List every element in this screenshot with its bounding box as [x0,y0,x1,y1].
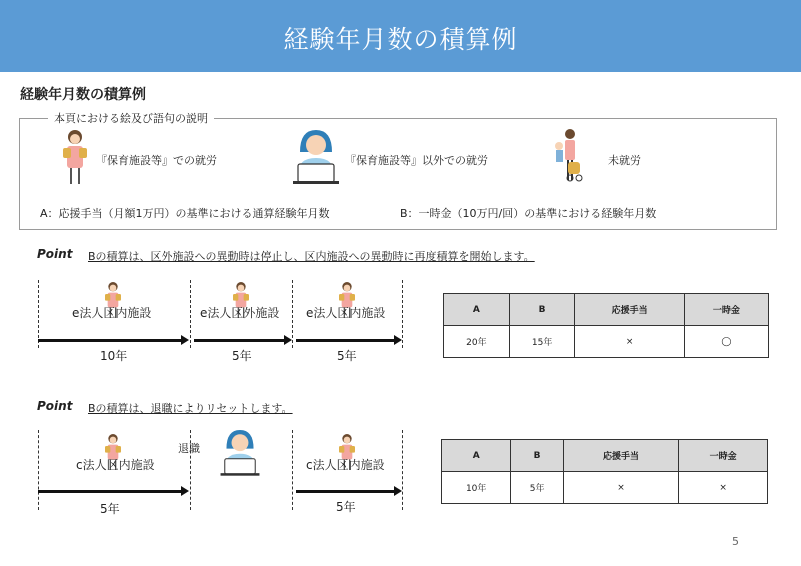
legend-caption: 本頁における絵及び語句の説明 [48,110,214,126]
point-label-2: Point [37,399,73,413]
facility-label: e法人区内施設 [72,306,152,320]
table-header: 一時金 [679,440,768,472]
table-header: 一時金 [684,294,768,326]
table-header: A [442,440,511,472]
legend-label-unemployed: 未就労 [608,154,641,167]
childcare-worker-icon [60,128,90,186]
table-cell: × [563,472,678,504]
table-cell: 15年 [509,326,575,358]
table-row [444,326,769,358]
timeline-divider [38,280,39,348]
timeline-divider [402,430,403,510]
table-header-row [442,440,768,472]
duration-arrow [296,339,395,342]
facility-label: e法人区外施設 [200,306,280,320]
result-table-1 [443,293,769,358]
duration-label: 5年 [100,502,120,516]
table-cell: 5年 [511,472,563,504]
duration-arrow [296,490,395,493]
duration-arrow [38,490,182,493]
table-header: 応援手当 [563,440,678,472]
table-header: A [444,294,510,326]
facility-label: c法人区内施設 [76,458,155,472]
duration-label: 5年 [337,349,357,363]
retire-label: 退職 [178,442,200,455]
legend-label-childcare: 『保育施設等』での就労 [96,154,217,167]
duration-arrow [194,339,285,342]
office-worker-icon [290,128,342,184]
table-cell: ◯ [684,326,768,358]
timeline-divider [402,280,403,348]
duration-label: 5年 [232,349,252,363]
facility-label: e法人区内施設 [306,306,386,320]
table-header: B [511,440,563,472]
office-worker-icon [218,428,262,476]
table-header-row [444,294,769,326]
table-header: 応援手当 [575,294,684,326]
table-cell: 20年 [444,326,510,358]
timeline-divider [190,280,191,348]
point-label-1: Point [37,247,73,261]
family-icon [550,128,584,184]
duration-label: 5年 [336,500,356,514]
point-text-1: Bの積算は、区外施設への異動時は停止し、区内施設への異動時に再度積算を開始します。 [88,250,535,263]
table-row [442,472,768,504]
timeline-divider [292,280,293,348]
timeline-divider [292,430,293,510]
page-number: 5 [732,535,739,548]
definition-b: B：一時金（10万円/回）の基準における経験年月数 [400,207,657,220]
duration-label: 10年 [100,349,128,363]
timeline-divider [38,430,39,510]
page-title: 経験年月数の積算例 [283,25,518,54]
title-banner [0,0,801,72]
duration-arrow [38,339,182,342]
table-cell: 10年 [442,472,511,504]
table-cell: × [679,472,768,504]
result-table-2 [441,439,768,504]
table-cell: × [575,326,684,358]
table-header: B [509,294,575,326]
legend-label-office: 『保育施設等』以外での就労 [345,154,488,167]
section-title: 経験年月数の積算例 [20,87,146,103]
point-text-2: Bの積算は、退職によりリセットします。 [88,402,293,415]
facility-label: c法人区内施設 [306,458,385,472]
definition-a: A：応援手当（月額1万円）の基準における通算経験年月数 [40,207,330,220]
